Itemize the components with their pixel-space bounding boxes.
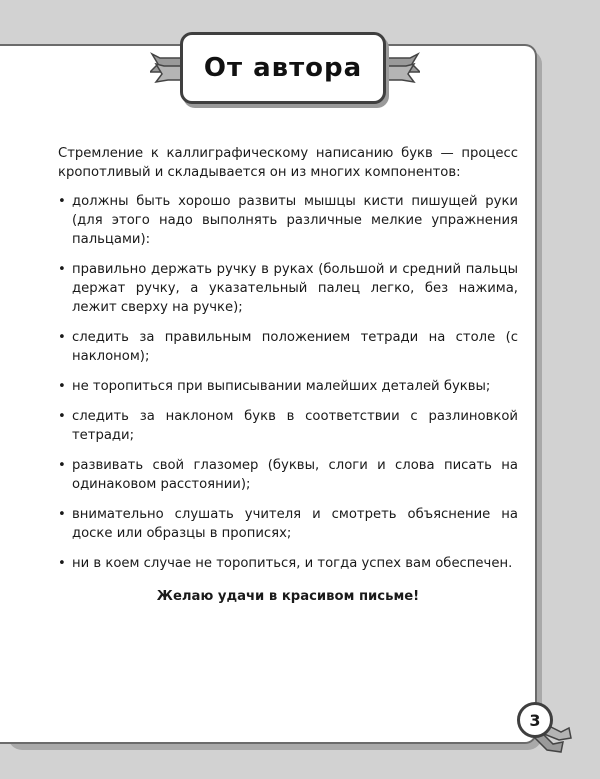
list-item: • следить за наклоном букв в соответствии с разлиновкой тетради;: [58, 409, 518, 443]
bullet: •: [58, 409, 66, 424]
list-item: • должны быть хорошо развиты мышцы кисти пишущей руки (для этого надо выполнять различные мелкие упражнения пальцами):: [58, 194, 518, 247]
bullet: •: [58, 262, 66, 277]
page-number-badge: [503, 698, 583, 758]
bullet: •: [58, 194, 66, 209]
title-banner: [150, 28, 420, 112]
list-item: • следить за правильным положением тетради на столе (с наклоном);: [58, 330, 518, 364]
intro-text: Стремление к каллиграфическому написанию букв — процесс кропотливый и складывается он из многих компонентов:: [58, 146, 518, 180]
bullet: •: [58, 458, 66, 473]
list-item: • внимательно слушать учителя и смотреть объяснение на доске или образцы в прописях;: [58, 507, 518, 541]
closing-text: Желаю удачи в красивом письме!: [156, 589, 420, 604]
bullet: •: [58, 556, 66, 571]
list-item: • ни в коем случае не торопиться, и тогда успех вам обеспечен.: [58, 556, 513, 571]
page-title: От автора: [203, 53, 363, 83]
title-box: [180, 32, 386, 104]
bullet: •: [58, 507, 66, 522]
ribbon-right-icon: [380, 50, 420, 90]
tips-list: [58, 192, 518, 573]
list-item: • развивать свой глазомер (буквы, слоги и слова писать на одинаковом расстоянии);: [58, 458, 518, 492]
bullet: •: [58, 379, 66, 394]
page-number: 3: [517, 702, 553, 738]
bullet: •: [58, 330, 66, 345]
list-item: • правильно держать ручку в руках (большой и средний пальцы держат ручку, а указательный палец легко, без нажима, лежит сверху на ручке);: [58, 262, 518, 315]
list-item: • не торопиться при выписывании малейших деталей буквы;: [58, 379, 491, 394]
content: [58, 144, 518, 619]
